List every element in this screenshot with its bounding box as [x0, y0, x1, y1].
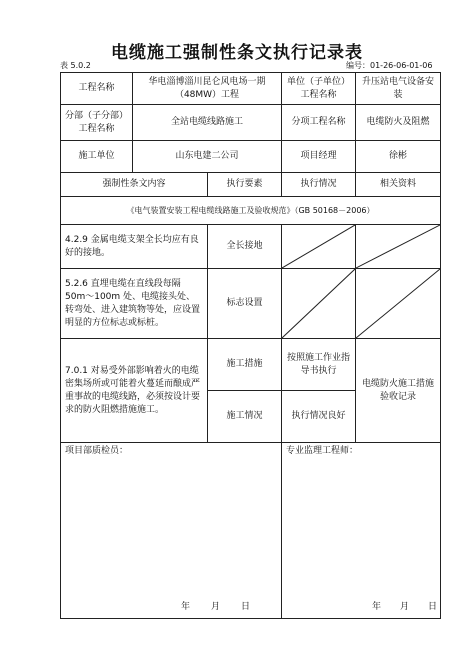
clause-row-1: [61, 225, 441, 269]
supervisor-label: 专业监理工程师：: [286, 446, 359, 456]
project-row: [61, 73, 441, 105]
inspector-sign-cell: [61, 443, 282, 619]
clause-3-requirement-2: 施工情况: [208, 391, 282, 443]
manager-value: 徐彬: [356, 141, 441, 173]
clause-row-3a: [61, 339, 441, 391]
item-project-label: 分项工程名称: [282, 105, 356, 141]
inspector-year: 年: [181, 602, 191, 612]
project-name-value: 华电淄博淄川昆仑风电场一期（48MW）工程: [133, 73, 282, 105]
header-status: 执行情况: [282, 173, 356, 197]
construction-row: [61, 141, 441, 173]
clause-3-status-2: 执行情况良好: [282, 391, 356, 443]
supervisor-day: 日: [428, 602, 438, 612]
header-requirement: 执行要素: [208, 173, 282, 197]
construction-unit-label: 施工单位: [61, 141, 133, 173]
diagonal-line: [356, 269, 440, 338]
clause-row-2: [61, 269, 441, 339]
clause-3-material: 电缆防火施工措施验收记录: [356, 339, 441, 443]
sub-project-value: 全站电缆线路施工: [133, 105, 282, 141]
supervisor-sign-cell: [282, 443, 441, 619]
clause-1-material-empty: [356, 225, 441, 269]
supervisor-month: 月: [400, 602, 410, 612]
clause-3-status-1: 按照施工作业指导书执行: [282, 339, 356, 391]
form-code: 编号：01-26-06-01-06: [346, 61, 433, 70]
clause-2-text: 5.2.6 直埋电缆在直线段每隔 50m～100m 处、电缆接头处、转弯处、进入建筑物等处，应设置明显的方位标志或标桩。: [61, 269, 208, 339]
clause-3-text: 7.0.1 对易受外部影响着火的电缆密集场所或可能着火蔓延而酿成严重事故的电缆线路，必须按设计要求的防火阻燃措施施工。: [61, 339, 208, 443]
standard-row: [61, 197, 441, 225]
unit-project-label: 单位（子单位）工程名称: [282, 73, 356, 105]
diagonal-line: [282, 269, 355, 338]
diagonal-line: [356, 225, 440, 268]
clause-3-requirement-1: 施工措施: [208, 339, 282, 391]
unit-project-value: 升压站电气设备安装: [356, 73, 441, 105]
sub-project-row: [61, 105, 441, 141]
clause-1-requirement: 全长接地: [208, 225, 282, 269]
sub-project-label: 分部（子分部）工程名称: [61, 105, 133, 141]
standard-title: 《电气装置安装工程电缆线路施工及验收规范》（GB 50168－2006）: [61, 197, 441, 225]
header-material: 相关资料: [356, 173, 441, 197]
clause-1-status-empty: [282, 225, 356, 269]
record-table: [60, 72, 441, 619]
header-content: 强制性条文内容: [61, 173, 208, 197]
page-title: 电缆施工强制性条文执行记录表: [111, 43, 363, 63]
signature-row: [61, 443, 441, 619]
inspector-label: 项目部质检员：: [65, 446, 129, 456]
clause-2-status-empty: [282, 269, 356, 339]
clause-2-material-empty: [356, 269, 441, 339]
item-project-value: 电缆防火及阻燃: [356, 105, 441, 141]
inspector-month: 月: [211, 602, 221, 612]
header-row: [61, 173, 441, 197]
construction-unit-value: 山东电建二公司: [133, 141, 282, 173]
diagonal-line: [282, 225, 355, 268]
manager-label: 项目经理: [282, 141, 356, 173]
clause-2-requirement: 标志设置: [208, 269, 282, 339]
supervisor-year: 年: [372, 602, 382, 612]
project-name-label: 工程名称: [61, 73, 133, 105]
clause-1-text: 4.2.9 金属电缆支架全长均应有良好的接地。: [61, 225, 208, 269]
form-number: 表 5.0.2: [60, 61, 91, 70]
inspector-day: 日: [241, 602, 251, 612]
